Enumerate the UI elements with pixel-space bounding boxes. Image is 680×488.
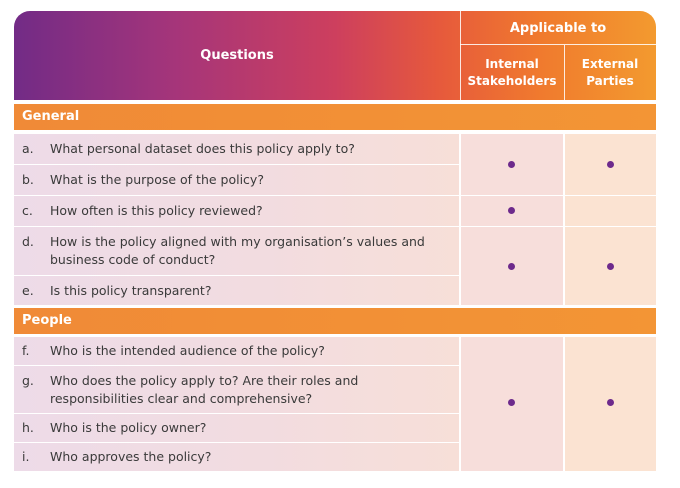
column-divider (563, 134, 565, 305)
question-text: Who is the policy owner? (50, 420, 207, 435)
question-row (14, 337, 460, 365)
external-applies-marker (607, 263, 614, 270)
question-text: Who does the policy apply to? Are their roles and responsibilities clear and comprehensive? (50, 372, 359, 406)
policy-questions-table (14, 11, 656, 471)
question-letter: d. (22, 234, 34, 249)
header-divider (460, 44, 656, 45)
question-row (14, 443, 460, 471)
question-text: What personal dataset does this policy apply to? (50, 141, 355, 156)
question-letter: i. (22, 449, 30, 464)
question-row (14, 134, 460, 164)
header-divider (564, 45, 565, 100)
question-text: How is the policy aligned with my organisation’s values and business code of conduct? (50, 234, 425, 267)
internal-applies-marker (508, 161, 515, 168)
section-people: People (14, 308, 656, 334)
internal-applies-marker (508, 399, 515, 406)
question-letter: c. (22, 203, 33, 218)
question-row (14, 227, 460, 275)
question-letter: a. (22, 141, 34, 156)
question-row (14, 366, 460, 413)
internal-applies-marker (508, 263, 515, 270)
question-row (14, 165, 460, 195)
external-parties-header (564, 45, 656, 100)
question-row (14, 276, 460, 305)
question-text: Who is the intended audience of the policy? (50, 343, 325, 358)
question-text: Who approves the policy? (50, 449, 212, 464)
internal-stakeholders-header (460, 45, 564, 100)
group-divider (460, 226, 656, 227)
internal-applies-marker (508, 207, 515, 214)
general-external-column (564, 134, 656, 305)
external-parties-label: External Parties (581, 56, 639, 88)
question-text: Is this policy transparent? (50, 282, 212, 298)
applicable-to-header: Applicable to (509, 20, 607, 36)
group-divider (460, 195, 656, 196)
column-divider (563, 337, 565, 471)
external-applies-marker (607, 161, 614, 168)
section-general: General (14, 104, 656, 130)
question-letter: e. (22, 282, 34, 298)
question-letter: h. (22, 420, 34, 435)
table-header (14, 11, 656, 100)
question-row (14, 414, 460, 442)
question-row (14, 196, 460, 226)
external-applies-marker (607, 399, 614, 406)
question-text: What is the purpose of the policy? (50, 172, 264, 187)
general-internal-column (460, 134, 564, 305)
header-divider (460, 11, 461, 100)
question-letter: g. (22, 373, 34, 388)
question-letter: f. (22, 343, 30, 358)
questions-header: Questions (200, 48, 274, 63)
internal-stakeholders-label: Internal Stakeholders (467, 56, 557, 88)
question-letter: b. (22, 172, 34, 187)
question-text: How often is this policy reviewed? (50, 203, 263, 218)
